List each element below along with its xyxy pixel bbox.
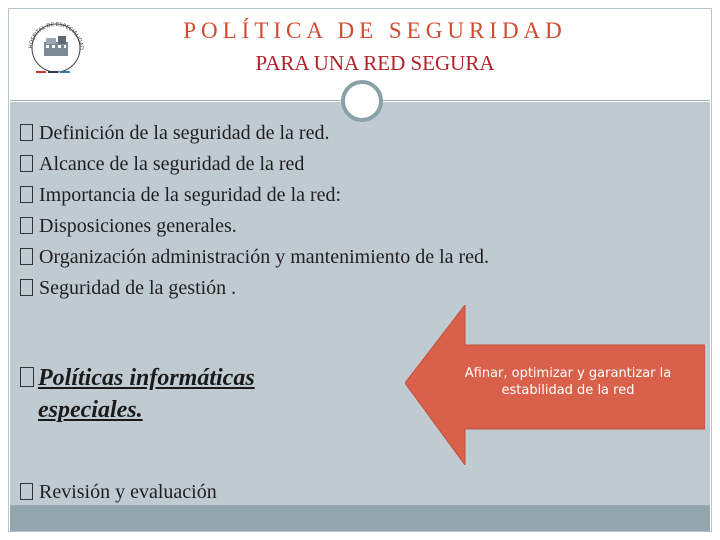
- slide-frame: [8, 8, 712, 532]
- svg-text:HOSPITAL DE ESPECIALIDADES: HOSPITAL DE ESPECIALIDAD: [28, 21, 85, 51]
- title-line2: PARA UNA RED SEGURA: [255, 51, 495, 75]
- special-line1: Políticas informáticas: [38, 365, 255, 391]
- bullet-label: Alcance de la seguridad de la red: [39, 153, 305, 175]
- special-line2: especiales.: [38, 397, 143, 423]
- callout-text: Afinar, optimizar y garantizar la estabilidad de la red: [464, 366, 672, 398]
- title-line1: POLÍTICA DE SEGURIDAD: [183, 18, 567, 43]
- bullet-label: Definición de la seguridad de la red.: [39, 122, 330, 144]
- bullet-label: Importancia de la seguridad de la red:: [39, 184, 342, 206]
- bullet-label: Seguridad de la gestión .: [39, 277, 237, 299]
- bullet-label: Disposiciones generales.: [39, 215, 237, 237]
- revision-label: Revisión y evaluación: [39, 481, 217, 503]
- bullet-label: Organización administración y mantenimiento de la red.: [39, 246, 490, 268]
